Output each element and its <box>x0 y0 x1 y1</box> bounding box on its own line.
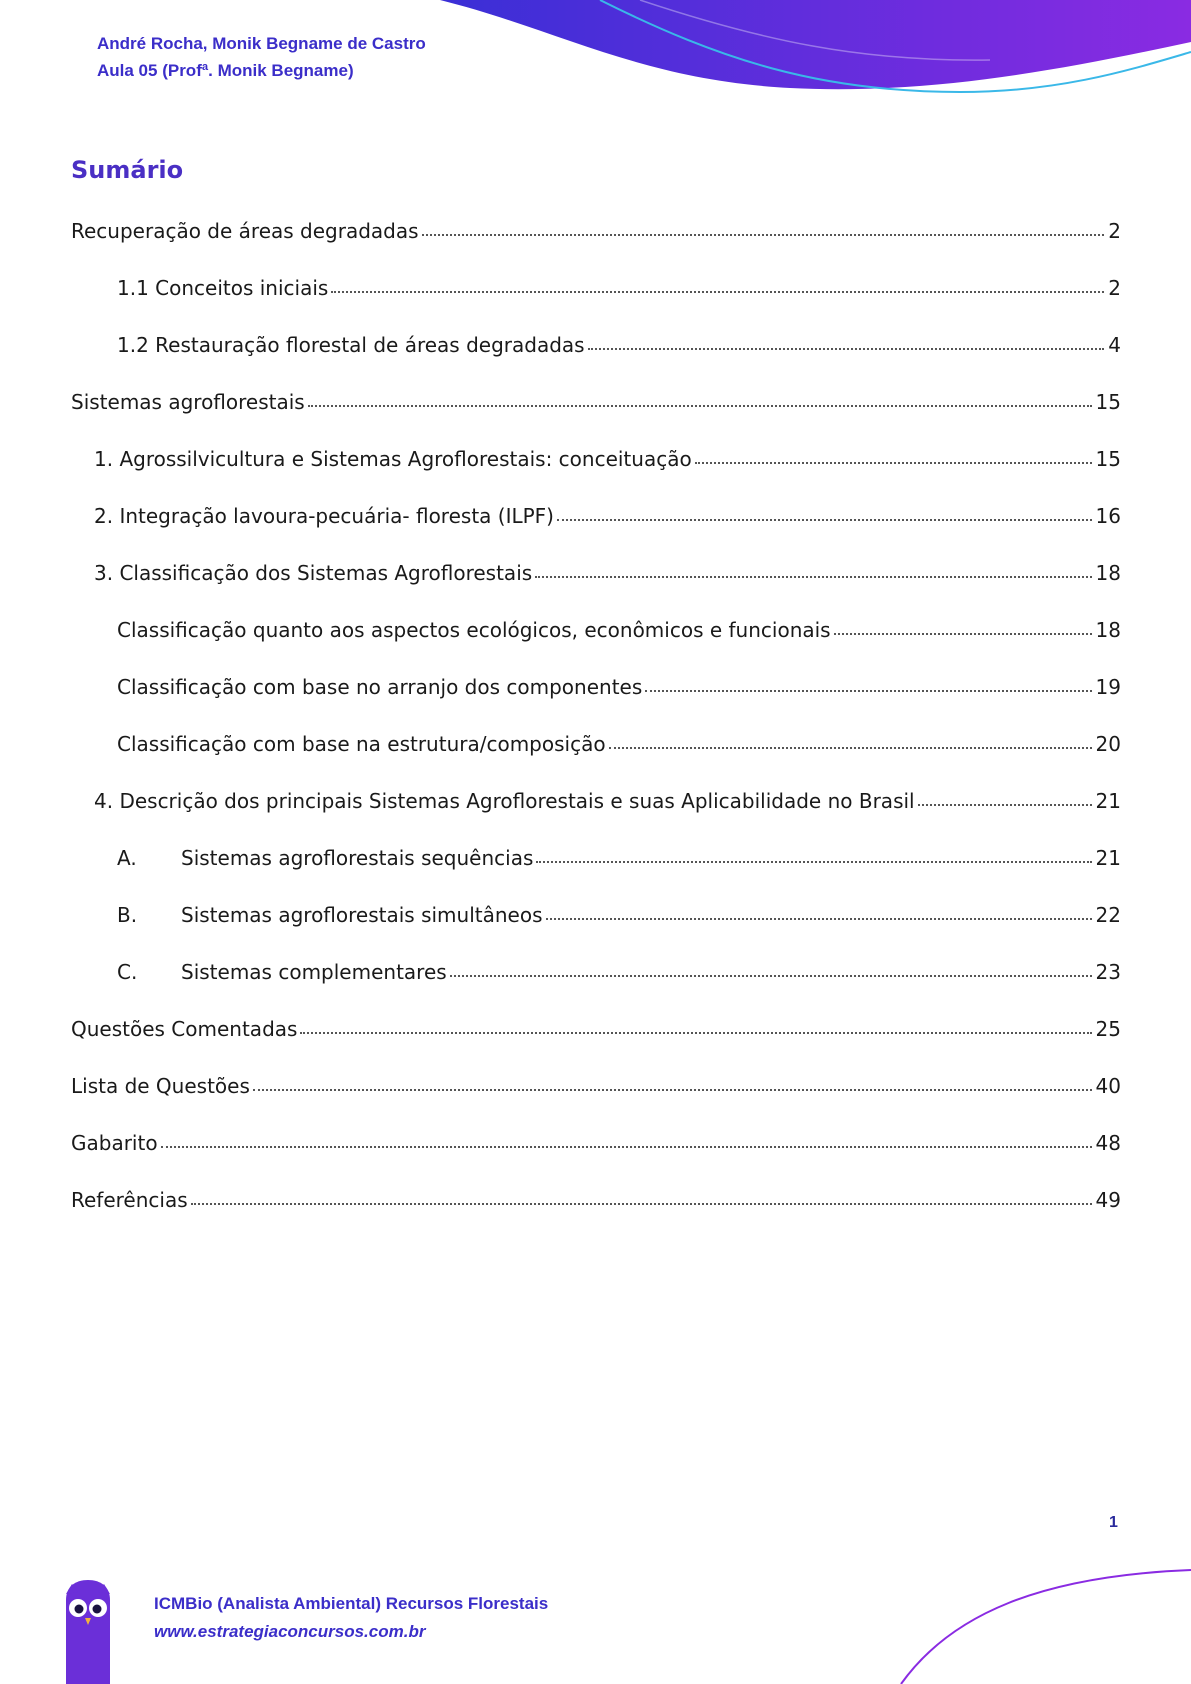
toc-entry-page: 15 <box>1095 447 1121 471</box>
toc-leader <box>557 519 1092 521</box>
course-title: ICMBio (Analista Ambiental) Recursos Florestais <box>154 1594 549 1613</box>
toc-leader <box>918 804 1092 806</box>
toc-entry-page: 2 <box>1108 276 1121 300</box>
toc-entry-label: 4. Descrição dos principais Sistemas Agroflorestais e suas Aplicabilidade no Brasil <box>94 789 915 813</box>
toc-entry[interactable] <box>71 384 1121 414</box>
toc-entry-label: Gabarito <box>71 1131 158 1155</box>
toc-entry-label: 1.2 Restauração florestal de áreas degradadas <box>117 333 585 357</box>
toc-entry[interactable] <box>71 213 1121 243</box>
toc-entry-label: 1. Agrossilvicultura e Sistemas Agroflorestais: conceituação <box>94 447 692 471</box>
toc-entry[interactable] <box>71 441 1121 471</box>
website-link[interactable]: www.estrategiaconcursos.com.br <box>154 1622 426 1641</box>
toc-entry-label: Sistemas agroflorestais sequências <box>181 846 534 870</box>
toc-entry-page: 2 <box>1108 219 1121 243</box>
toc-entry-label: Questões Comentadas <box>71 1017 298 1041</box>
toc-entry-page: 18 <box>1095 618 1121 642</box>
toc-entry-page: 18 <box>1095 561 1121 585</box>
toc-entry-label: 2. Integração lavoura-pecuária- floresta (ILPF) <box>94 504 554 528</box>
toc-entry-page: 19 <box>1095 675 1121 699</box>
toc-entry-page: 16 <box>1095 504 1121 528</box>
toc-entry-page: 20 <box>1095 732 1121 756</box>
toc-entry-page: 40 <box>1095 1074 1121 1098</box>
toc-entry-label: Sistemas complementares <box>181 960 447 984</box>
toc-entry-page: 15 <box>1095 390 1121 414</box>
toc-entry[interactable] <box>71 498 1121 528</box>
toc-leader <box>535 576 1091 578</box>
toc-entry-label: Classificação com base na estrutura/composição <box>117 732 606 756</box>
footer-text <box>154 1590 548 1646</box>
toc-leader <box>253 1089 1092 1091</box>
toc-entry-label: Classificação com base no arranjo dos componentes <box>117 675 643 699</box>
toc-entry[interactable] <box>71 669 1121 699</box>
toc-entry-label: Recuperação de áreas degradadas <box>71 219 419 243</box>
toc-leader <box>588 348 1105 350</box>
author-block <box>97 30 426 84</box>
toc-entry[interactable] <box>71 270 1121 300</box>
toc-leader <box>645 690 1091 692</box>
toc-entry-page: 22 <box>1095 903 1121 927</box>
toc-entry[interactable] <box>71 612 1121 642</box>
authors-text: André Rocha, Monik Begname de Castro <box>97 34 426 53</box>
toc-entry[interactable] <box>71 783 1121 813</box>
toc-entry[interactable] <box>71 1068 1121 1098</box>
toc-leader <box>609 747 1092 749</box>
toc-entry-label: Sistemas agroflorestais <box>71 390 305 414</box>
toc-leader <box>331 291 1104 293</box>
toc-entry-label: 3. Classificação dos Sistemas Agroflorestais <box>94 561 533 585</box>
footer-wave-decoration <box>871 1564 1191 1684</box>
toc-entry[interactable] <box>71 954 1121 984</box>
toc-leader <box>546 918 1092 920</box>
lesson-text: Aula 05 (Profª. Monik Begname) <box>97 61 354 80</box>
toc-entry-page: 21 <box>1095 789 1121 813</box>
page-number: 1 <box>1109 1514 1118 1531</box>
toc-entry[interactable] <box>71 897 1121 927</box>
toc-entry-page: 21 <box>1095 846 1121 870</box>
toc-entry-page: 49 <box>1095 1188 1121 1212</box>
toc-leader <box>422 234 1105 236</box>
toc-entry-letter: A. <box>117 846 137 870</box>
owl-logo-icon <box>62 1580 114 1684</box>
toc-entry[interactable] <box>71 1125 1121 1155</box>
toc-entry-label: Sistemas agroflorestais simultâneos <box>181 903 543 927</box>
toc-leader <box>191 1203 1092 1205</box>
toc-entry-label: Referências <box>71 1188 188 1212</box>
toc-leader <box>308 405 1092 407</box>
toc-entry-letter: C. <box>117 960 138 984</box>
toc-entry[interactable] <box>71 726 1121 756</box>
toc-leader <box>450 975 1092 977</box>
toc-entry[interactable] <box>71 1182 1121 1212</box>
toc-leader <box>161 1146 1092 1148</box>
toc-entry-letter: B. <box>117 903 138 927</box>
toc-leader <box>300 1032 1091 1034</box>
toc-entry-label: Lista de Questões <box>71 1074 250 1098</box>
toc-entry-page: 4 <box>1108 333 1121 357</box>
toc-entry-page: 23 <box>1095 960 1121 984</box>
toc-title: Sumário <box>71 156 184 184</box>
toc-entry-page: 48 <box>1095 1131 1121 1155</box>
toc-leader <box>695 462 1092 464</box>
toc-entry-label: Classificação quanto aos aspectos ecológicos, econômicos e funcionais <box>117 618 831 642</box>
toc-leader <box>536 861 1091 863</box>
toc-entry[interactable] <box>71 1011 1121 1041</box>
toc-entry[interactable] <box>71 840 1121 870</box>
toc-leader <box>834 633 1092 635</box>
toc-entry-page: 25 <box>1095 1017 1121 1041</box>
toc-entry[interactable] <box>71 555 1121 585</box>
toc-entry[interactable] <box>71 327 1121 357</box>
toc-entry-label: 1.1 Conceitos iniciais <box>117 276 329 300</box>
